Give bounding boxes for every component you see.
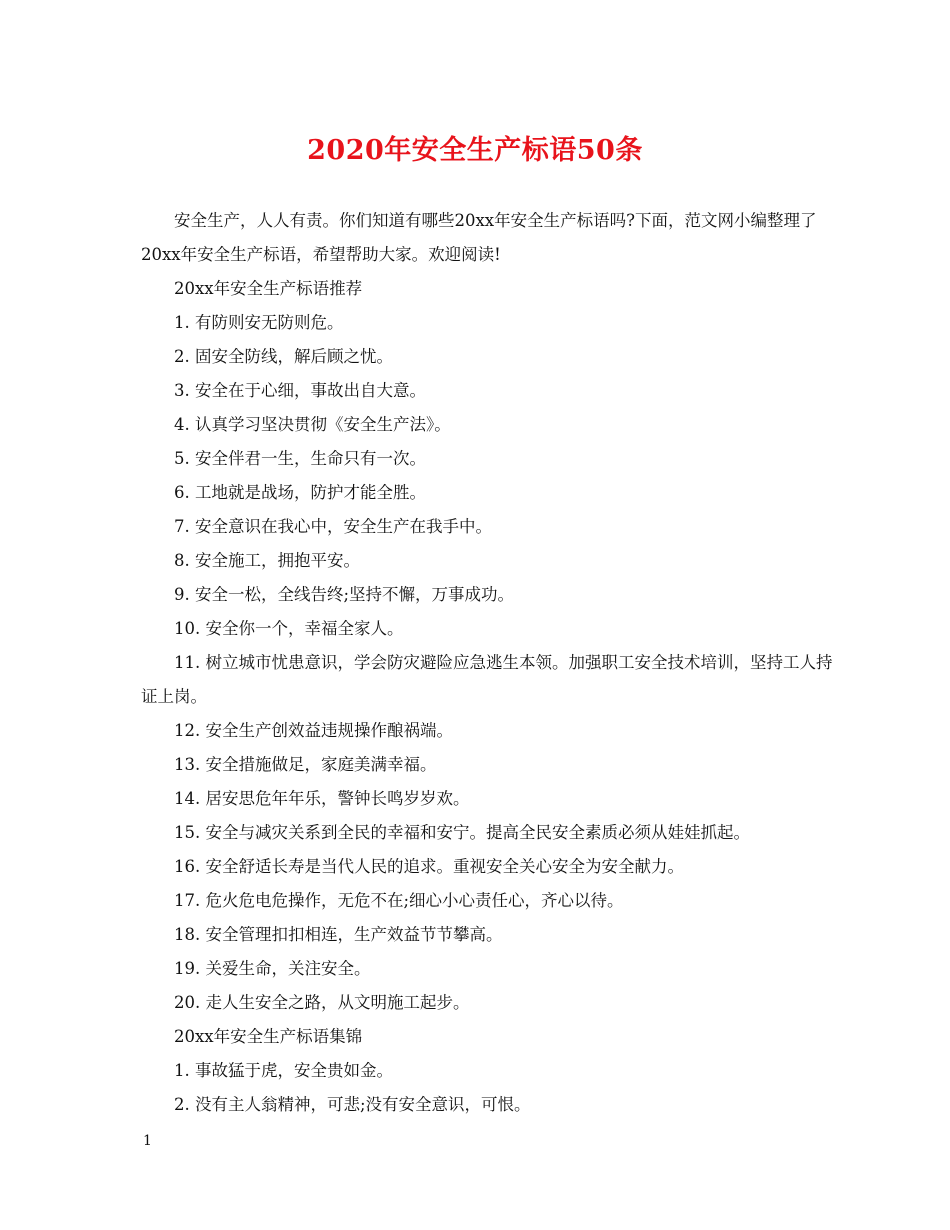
intro-paragraph: 安全生产，人人有责。你们知道有哪些20xx年安全生产标语吗?下面，范文网小编整理了20xx年安全生产标语，希望帮助大家。欢迎阅读!: [141, 211, 817, 264]
list-item: 2. 固安全防线，解后顾之忧。: [174, 347, 393, 366]
list-item: 6. 工地就是战场，防护才能全胜。: [174, 483, 426, 502]
list-item: 16. 安全舒适长寿是当代人民的追求。重视安全关心安全为安全献力。: [174, 857, 684, 876]
document-title: 2020年安全生产标语50条: [307, 135, 643, 166]
list-item: 1. 事故猛于虎，安全贵如金。: [174, 1061, 393, 1080]
list-item: 12. 安全生产创效益违规操作酿祸端。: [174, 721, 453, 740]
list-item: 8. 安全施工，拥抱平安。: [174, 551, 360, 570]
list-item: 2. 没有主人翁精神，可悲;没有安全意识，可恨。: [174, 1095, 531, 1114]
list-item: 3. 安全在于心细，事故出自大意。: [174, 381, 426, 400]
list-item: 17. 危火危电危操作，无危不在;细心小心责任心，齐心以待。: [174, 891, 624, 910]
list-item: 4. 认真学习坚决贯彻《安全生产法》。: [174, 415, 451, 434]
section-heading-collection: 20xx年安全生产标语集锦: [174, 1027, 363, 1046]
list-item: 10. 安全你一个，幸福全家人。: [174, 619, 404, 638]
list-item: 7. 安全意识在我心中，安全生产在我手中。: [174, 517, 492, 536]
list-item: 18. 安全管理扣扣相连，生产效益节节攀高。: [174, 925, 503, 944]
list-item: 13. 安全措施做足，家庭美满幸福。: [174, 755, 437, 774]
list-item: 15. 安全与减灾关系到全民的幸福和安宁。提高全民安全素质必须从娃娃抓起。: [174, 823, 750, 842]
section-heading-recommend: 20xx年安全生产标语推荐: [174, 279, 363, 298]
slogan-list-collection: [141, 1054, 833, 1122]
list-item: 1. 有防则安无防则危。: [174, 313, 344, 332]
list-item: 14. 居安思危年年乐，警钟长鸣岁岁欢。: [174, 789, 470, 808]
list-item: 9. 安全一松，全线告终;坚持不懈，万事成功。: [174, 585, 515, 604]
slogan-list-recommend: [141, 306, 833, 1020]
list-item: 20. 走人生安全之路，从文明施工起步。: [174, 993, 470, 1012]
page-number: 1: [143, 1133, 152, 1149]
list-item: 5. 安全伴君一生，生命只有一次。: [174, 449, 426, 468]
list-item: 11. 树立城市忧患意识，学会防灾避险应急逃生本领。加强职工安全技术培训，坚持工人持证上岗。: [141, 653, 833, 706]
document-body: [141, 204, 833, 1122]
list-item: 19. 关爱生命，关注安全。: [174, 959, 371, 978]
